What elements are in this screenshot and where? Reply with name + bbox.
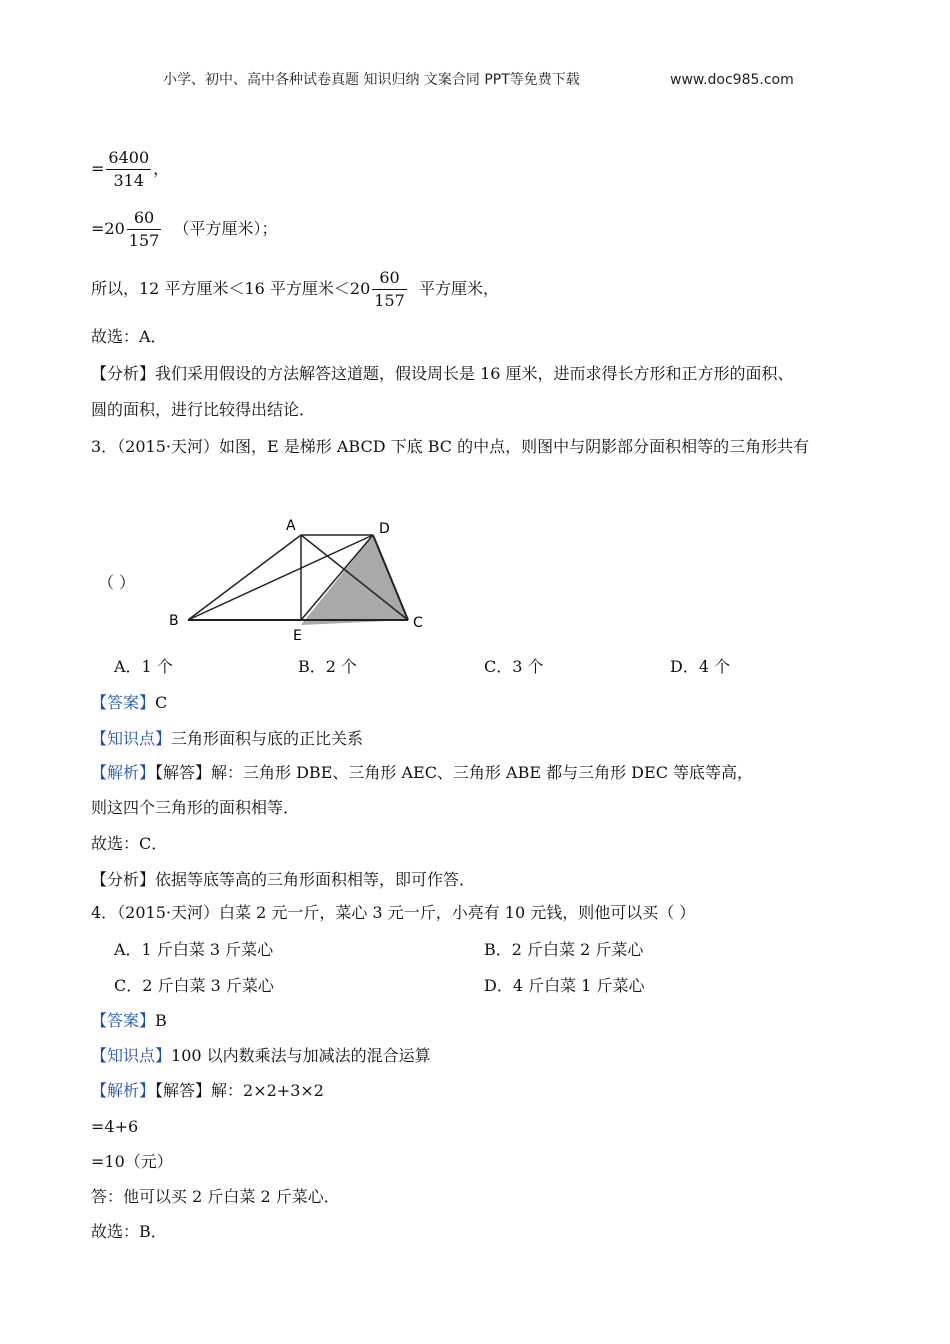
comma: ， [153, 159, 170, 178]
q4-step-2: =10（元） [91, 1152, 173, 1171]
label-a: A [286, 518, 296, 534]
q3-answer-paren: （ ） [98, 573, 136, 592]
unit-text: （平方厘米）； [173, 219, 278, 238]
q4-answer [91, 1011, 167, 1031]
fraction-60-157 [372, 267, 407, 312]
q3-analysis [91, 870, 475, 890]
q3-stem: 3．（2015·天河）如图，E 是梯形 ABCD 下底 BC 的中点，则图中与阴影部分面积相等的三角形共有 [91, 437, 810, 456]
fraction-denominator: 157 [374, 291, 405, 310]
label-e: E [293, 628, 302, 644]
q3-option-b: B．2 个 [298, 657, 358, 676]
fraction-numerator: 60 [372, 267, 407, 290]
q4-step-1: =4+6 [91, 1117, 139, 1136]
answer-value: B [155, 1011, 167, 1030]
analysis-line-2: 圆的面积，进行比较得出结论． [91, 400, 316, 419]
q3-choose: 故选：C． [91, 834, 168, 853]
answer-value: C [155, 693, 168, 712]
calc-line-3 [91, 266, 499, 312]
q3-explanation-2: 则这四个三角形的面积相等． [91, 798, 300, 817]
answer-tag: 【答案】 [91, 1011, 156, 1030]
q3-knowledge-point [91, 729, 363, 749]
fraction-60-157 [127, 207, 162, 252]
label-c: C [413, 615, 423, 631]
calc-line-1 [91, 146, 169, 192]
trapezoid-figure [160, 510, 440, 650]
answer-tag: 【答案】 [91, 693, 156, 712]
header-text: 小学、初中、高中各种试卷真题 知识归纳 文案合同 PPT等免费下载 [163, 72, 580, 88]
kp-text: 100 以内数乘法与加减法的混合运算 [171, 1046, 431, 1065]
q4-knowledge-point [91, 1046, 431, 1066]
kp-tag: 【知识点】 [91, 729, 172, 748]
so-prefix: 所以，12 平方厘米＜16 平方厘米＜20 [91, 279, 371, 298]
q3-option-a: A．1 个 [114, 657, 173, 676]
jx-text-1: 【解答】解：三角形 DBE、三角形 AEC、三角形 ABE 都与三角形 DEC 等底等高， [155, 763, 754, 782]
kp-tag: 【知识点】 [91, 1046, 172, 1065]
label-d: D [379, 521, 390, 537]
q3-option-d: D．4 个 [670, 657, 731, 676]
analysis-text-1: 我们采用假设的方法解答这道题，假设周长是 16 厘米，进而求得长方形和正方形的面积、 [155, 364, 794, 383]
fraction-denominator: 157 [128, 231, 160, 250]
q4-option-d: D．4 斤白菜 1 斤菜心 [484, 976, 645, 995]
fraction-numerator: 60 [127, 207, 162, 230]
q3-explanation-1 [91, 763, 753, 783]
analysis-line-1 [91, 364, 794, 384]
jx-tag: 【解析】 [91, 1081, 156, 1100]
fraction-denominator: 314 [113, 171, 145, 190]
q4-option-c: C．2 斤白菜 3 斤菜心 [114, 976, 274, 995]
q3-answer [91, 693, 167, 713]
analysis-text: 依据等底等高的三角形面积相等，即可作答． [155, 870, 476, 889]
fraction-numerator: 6400 [106, 147, 151, 170]
q4-option-b: B．2 斤白菜 2 斤菜心 [484, 940, 644, 959]
equals-sign: = [91, 159, 105, 178]
q4-reply: 答：他可以买 2 斤白菜 2 斤菜心． [91, 1187, 340, 1206]
choose-a: 故选：A． [91, 327, 167, 346]
jx-text: 【解答】解：2×2+3×2 [155, 1081, 324, 1100]
calc-line-2 [91, 206, 278, 252]
side-ab [188, 535, 301, 620]
q4-stem: 4．（2015·天河）白菜 2 元一斤，菜心 3 元一斤，小亮有 10 元钱，则他可以买（ ） [91, 903, 696, 922]
q4-explanation [91, 1081, 324, 1101]
q3-option-c: C．3 个 [484, 657, 544, 676]
equals-20: =20 [91, 219, 125, 238]
jx-tag: 【解析】 [91, 763, 156, 782]
q4-choose: 故选：B． [91, 1222, 167, 1241]
fraction-6400-314 [106, 147, 151, 192]
so-suffix: 平方厘米， [418, 279, 499, 298]
kp-text: 三角形面积与底的正比关系 [171, 729, 364, 748]
label-b: B [169, 613, 179, 629]
analysis-tag: 【分析】 [91, 870, 156, 889]
header-url[interactable]: www.doc985.com [670, 72, 794, 88]
q4-option-a: A．1 斤白菜 3 斤菜心 [114, 940, 274, 959]
analysis-tag: 【分析】 [91, 364, 156, 383]
